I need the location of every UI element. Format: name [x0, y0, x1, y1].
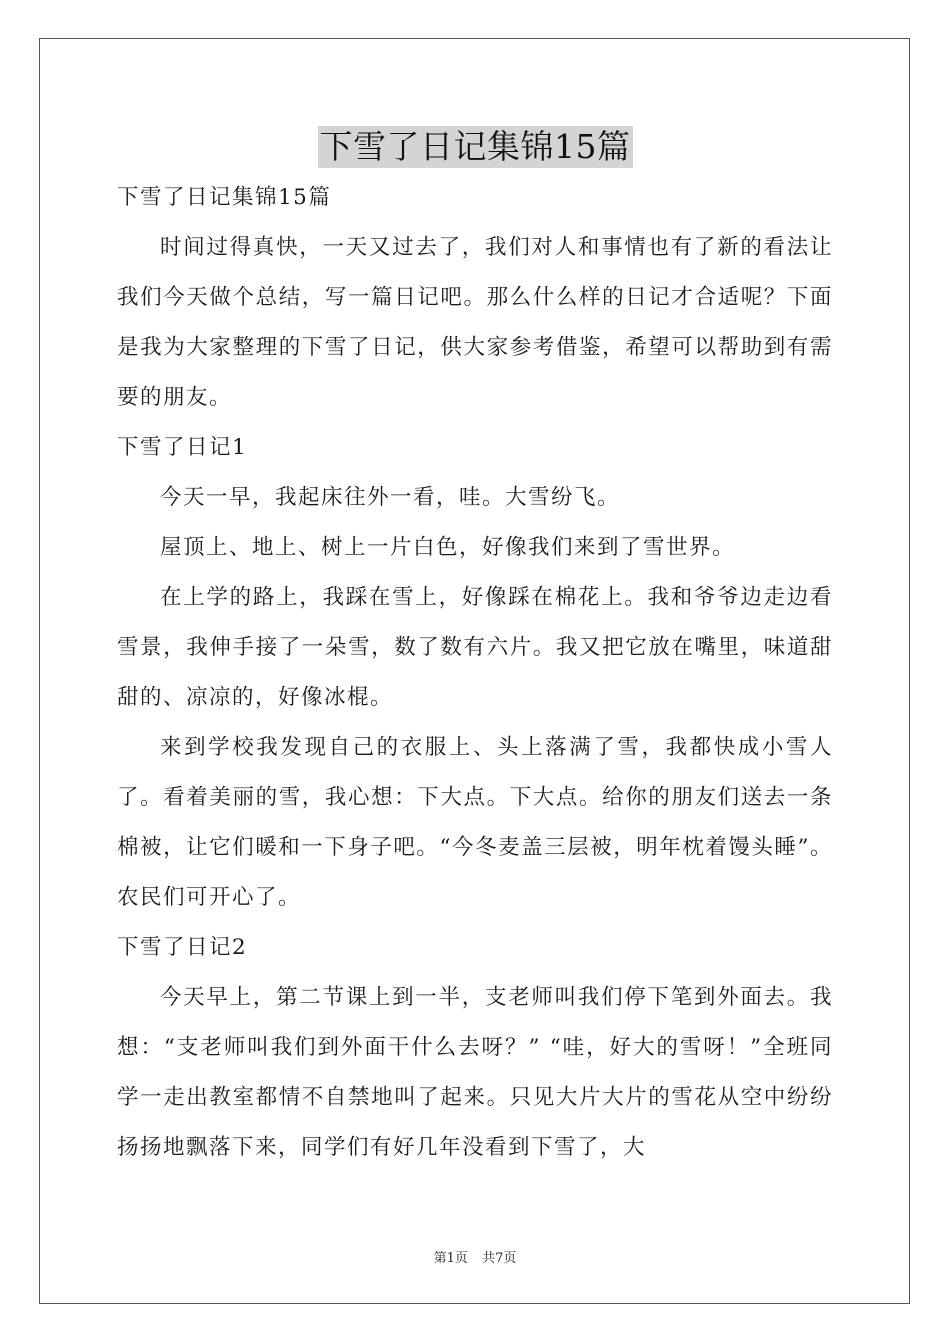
document-body [117, 173, 833, 1173]
body-paragraph: 在上学的路上，我踩在雪上，好像踩在棉花上。我和爷爷边走边看雪景，我伸手接了一朵雪，数了数有六片。我又把它放在嘴里，味道甜甜的、凉凉的，好像冰棍。 [117, 585, 833, 710]
title-container [0, 126, 950, 168]
document-title: 下雪了日记集锦15篇 [319, 127, 631, 166]
body-paragraph: 时间过得真快，一天又过去了，我们对人和事情也有了新的看法让我们今天做个总结，写一篇日记吧。那么什么样的日记才合适呢？下面是我为大家整理的下雪了日记，供大家参考借鉴，希望可以帮助到有需要的朋友。 [117, 235, 833, 410]
section-heading: 下雪了日记2 [117, 935, 248, 960]
page-total: 共7页 [482, 1251, 517, 1266]
body-paragraph: 今天一早，我起床往外一看，哇。大雪纷飞。 [160, 485, 621, 510]
section-heading: 下雪了日记1 [117, 435, 248, 460]
body-paragraph: 屋顶上、地上、树上一片白色，好像我们来到了雪世界。 [160, 535, 736, 560]
page-number: 第1页 [433, 1251, 468, 1266]
section-heading: 下雪了日记集锦15篇 [117, 185, 332, 210]
body-paragraph: 今天早上，第二节课上到一半，支老师叫我们停下笔到外面去。我想：“支老师叫我们到外面干什么去呀？” “哇，好大的雪呀！”全班同学一走出教室都情不自禁地叫了起来。只见大片大片的雪花从空中纷纷扬扬地飘落下来，同学们有好几年没看到下雪了，大 [117, 985, 833, 1160]
page-footer [0, 1247, 950, 1266]
body-paragraph: 来到学校我发现自己的衣服上、头上落满了雪，我都快成小雪人了。看着美丽的雪，我心想：下大点。下大点。给你的朋友们送去一条棉被，让它们暖和一下身子吧。“今冬麦盖三层被，明年枕着馒头睡”。农民们可开心了。 [117, 735, 833, 910]
